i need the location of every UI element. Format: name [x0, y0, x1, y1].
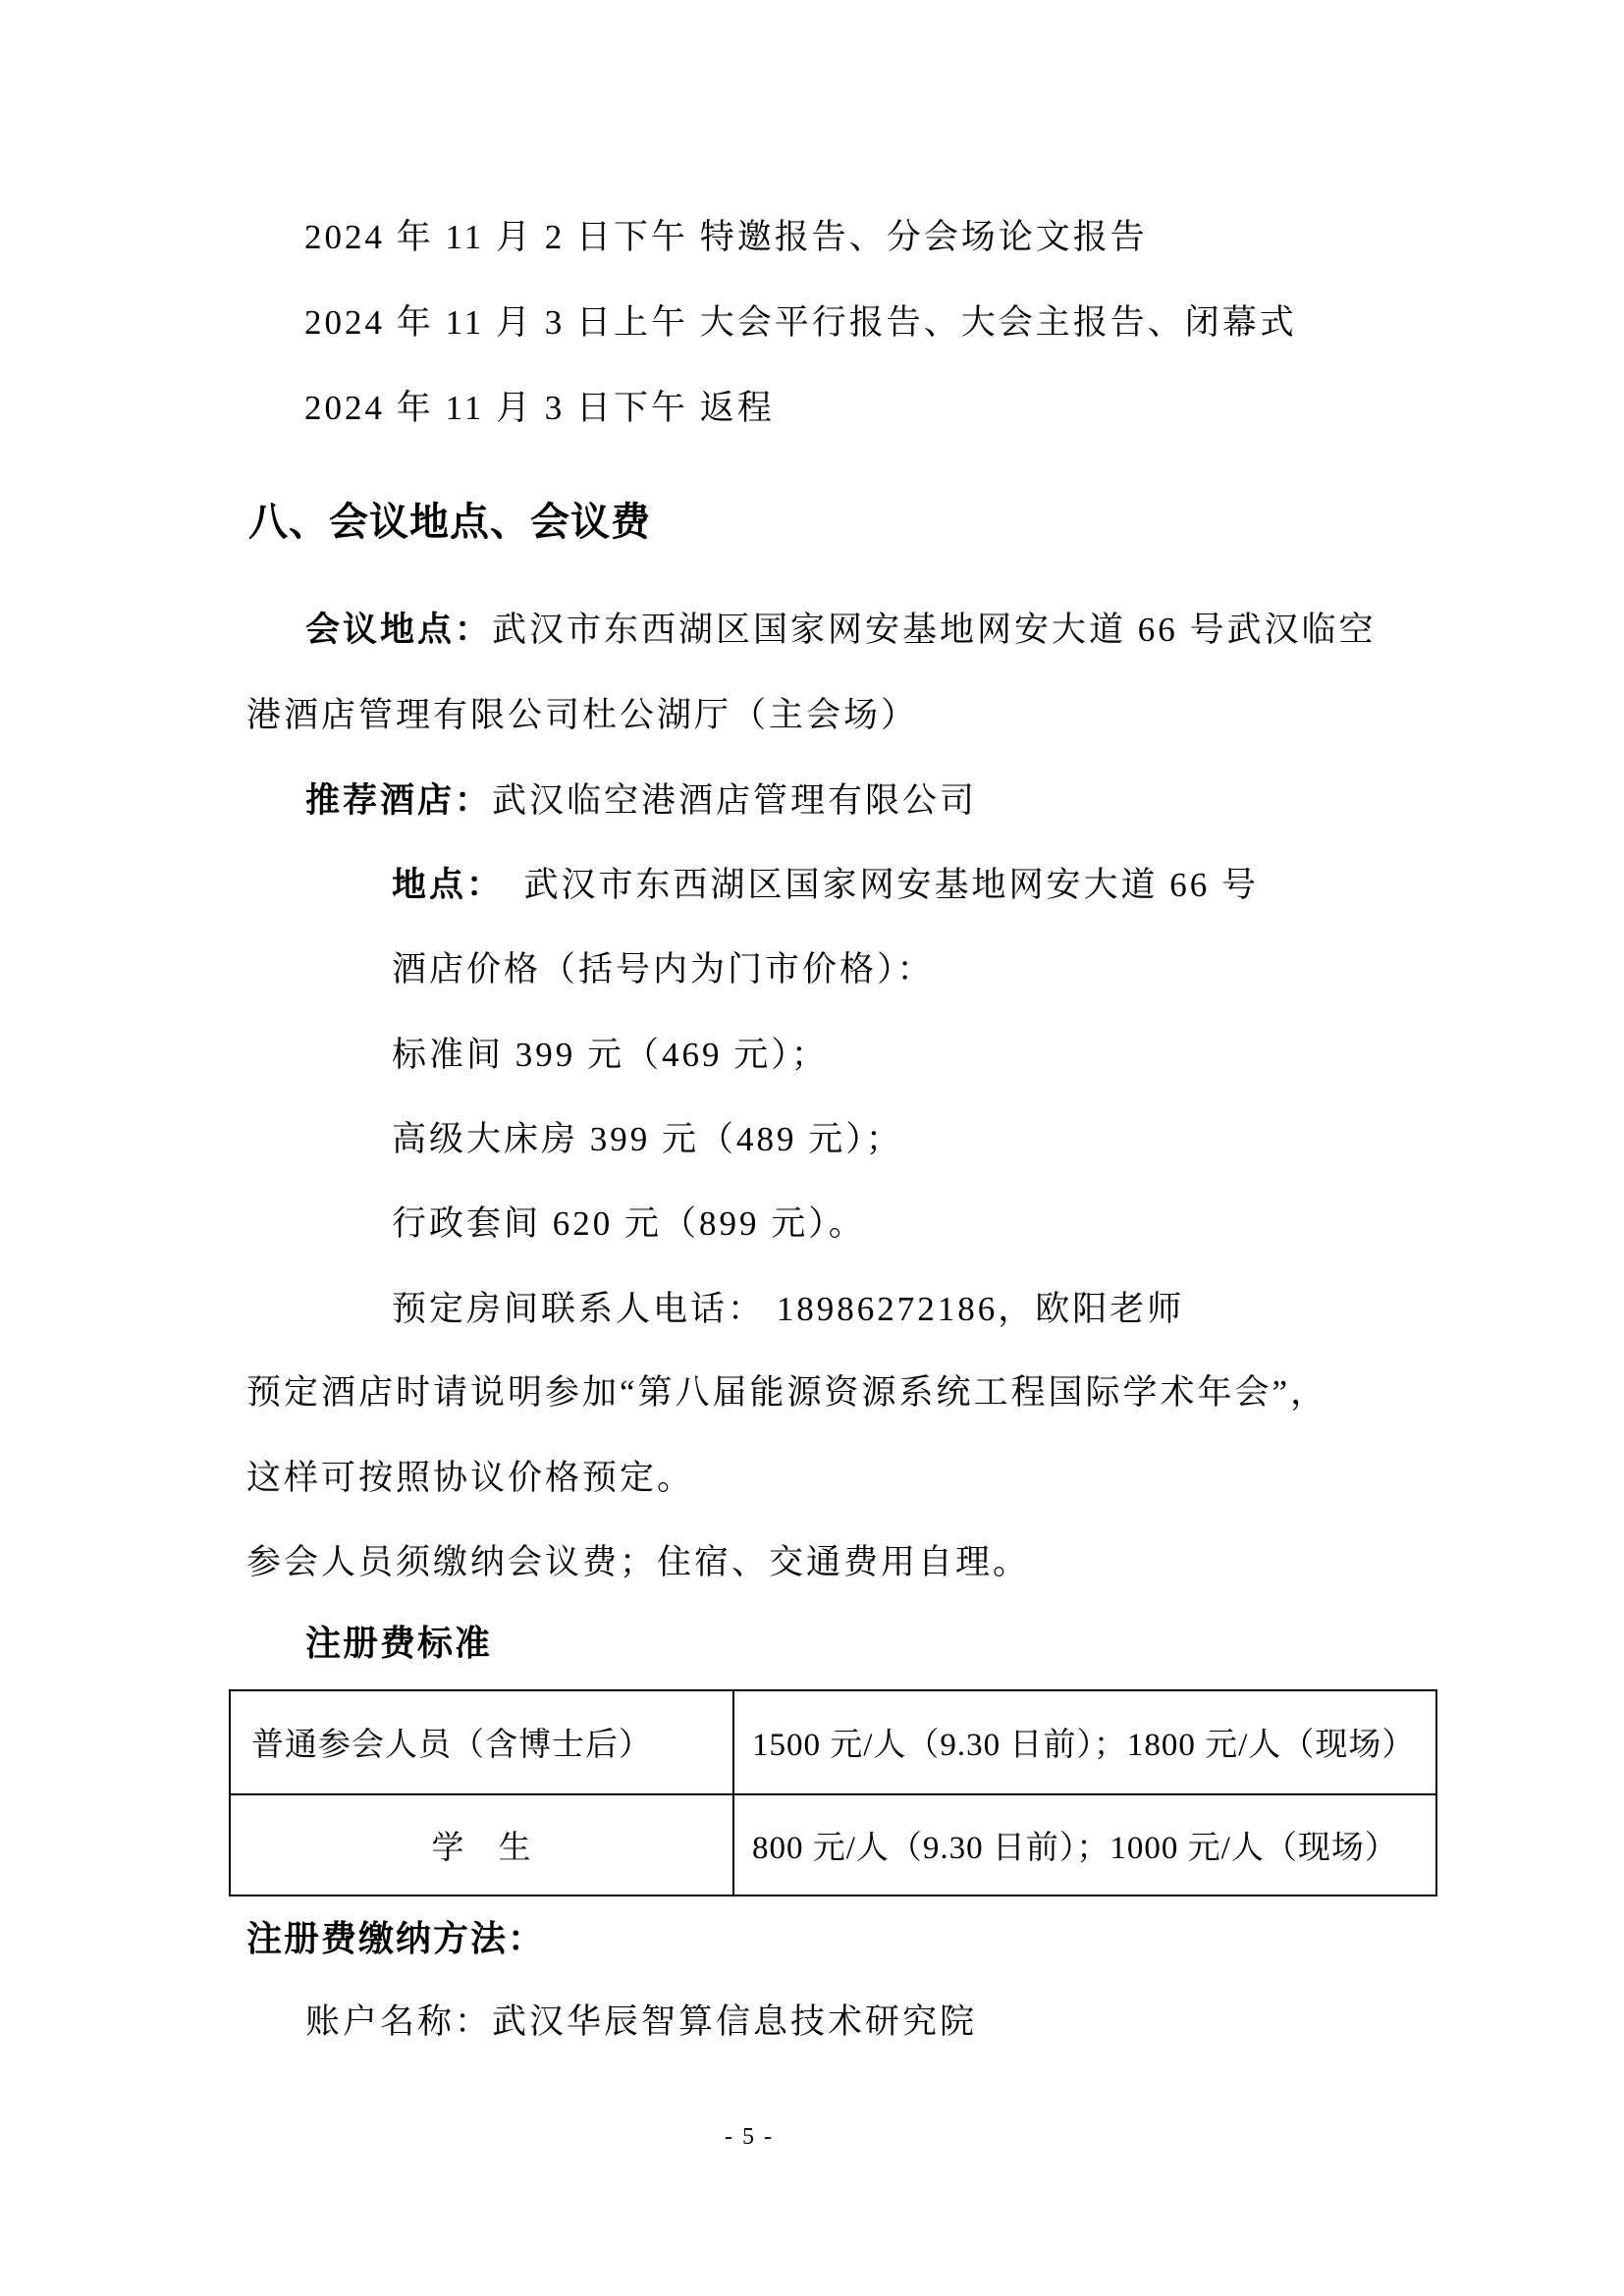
table-cell-fee-student: 800 元/人（9.30 日前）；1000 元/人（现场） [732, 1793, 1435, 1896]
registration-fee-table [229, 1689, 1437, 1896]
schedule-line-3: 2024 年 11 月 3 日下午 返程 [304, 389, 775, 427]
table-cell-category-regular: 普通参会人员（含博士后） [251, 1728, 652, 1764]
table-cell-category-student: 学 生 [231, 1793, 732, 1896]
account-name-line: 账户名称：武汉华辰智算信息技术研究院 [305, 2002, 978, 2041]
payment-method-heading: 注册费缴纳方法： [246, 1918, 546, 1958]
booking-contact-label: 预定房间联系人电话： [392, 1290, 766, 1328]
fee-self-pay-note: 参会人员须缴纳会议费；住宿、交通费用自理。 [246, 1543, 1031, 1581]
venue-label: 会议地点： [305, 611, 493, 649]
booking-note-1: 预定酒店时请说明参加“第八届能源资源系统工程国际学术年会”， [246, 1373, 1328, 1412]
hotel-name: 武汉临空港酒店管理有限公司 [492, 781, 978, 820]
page-number: - 5 - [725, 2124, 774, 2150]
hotel-address: 武汉市东西湖区国家网安基地网安大道 66 号 [486, 866, 1260, 904]
booking-contact-line [392, 1290, 1184, 1329]
hotel-price-standard: 标准间 399 元（469 元）； [392, 1036, 829, 1074]
hotel-price-suite: 行政套间 620 元（899 元）。 [392, 1204, 866, 1243]
section-heading: 八、会议地点、会议费 [248, 501, 651, 544]
hotel-price-note: 酒店价格（括号内为门市价格）： [392, 950, 935, 988]
booking-note-2: 这样可按照协议价格预定。 [246, 1459, 695, 1497]
hotel-label: 推荐酒店： [305, 781, 493, 820]
schedule-line-1: 2024 年 11 月 2 日下午 特邀报告、分会场论文报告 [304, 218, 1148, 256]
venue-location-line-2: 港酒店管理有限公司杜公湖厅（主会场） [246, 696, 919, 734]
recommended-hotel-line [305, 781, 977, 821]
venue-location-line-1 [305, 611, 1377, 650]
registration-table-title: 注册费标准 [305, 1623, 493, 1663]
venue-address-part1: 武汉市东西湖区国家网安基地网安大道 66 号武汉临空 [492, 611, 1377, 649]
table-cell-fee-regular: 1500 元/人（9.30 日前）；1800 元/人（现场） [732, 1691, 1435, 1793]
booking-contact-value: 18986272186，欧阳老师 [765, 1290, 1185, 1328]
schedule-line-2: 2024 年 11 月 3 日上午 大会平行报告、大会主报告、闭幕式 [304, 303, 1297, 342]
hotel-address-label: 地点： [392, 866, 487, 904]
hotel-price-deluxe: 高级大床房 399 元（489 元）； [392, 1120, 903, 1158]
hotel-address-line [392, 866, 1259, 905]
